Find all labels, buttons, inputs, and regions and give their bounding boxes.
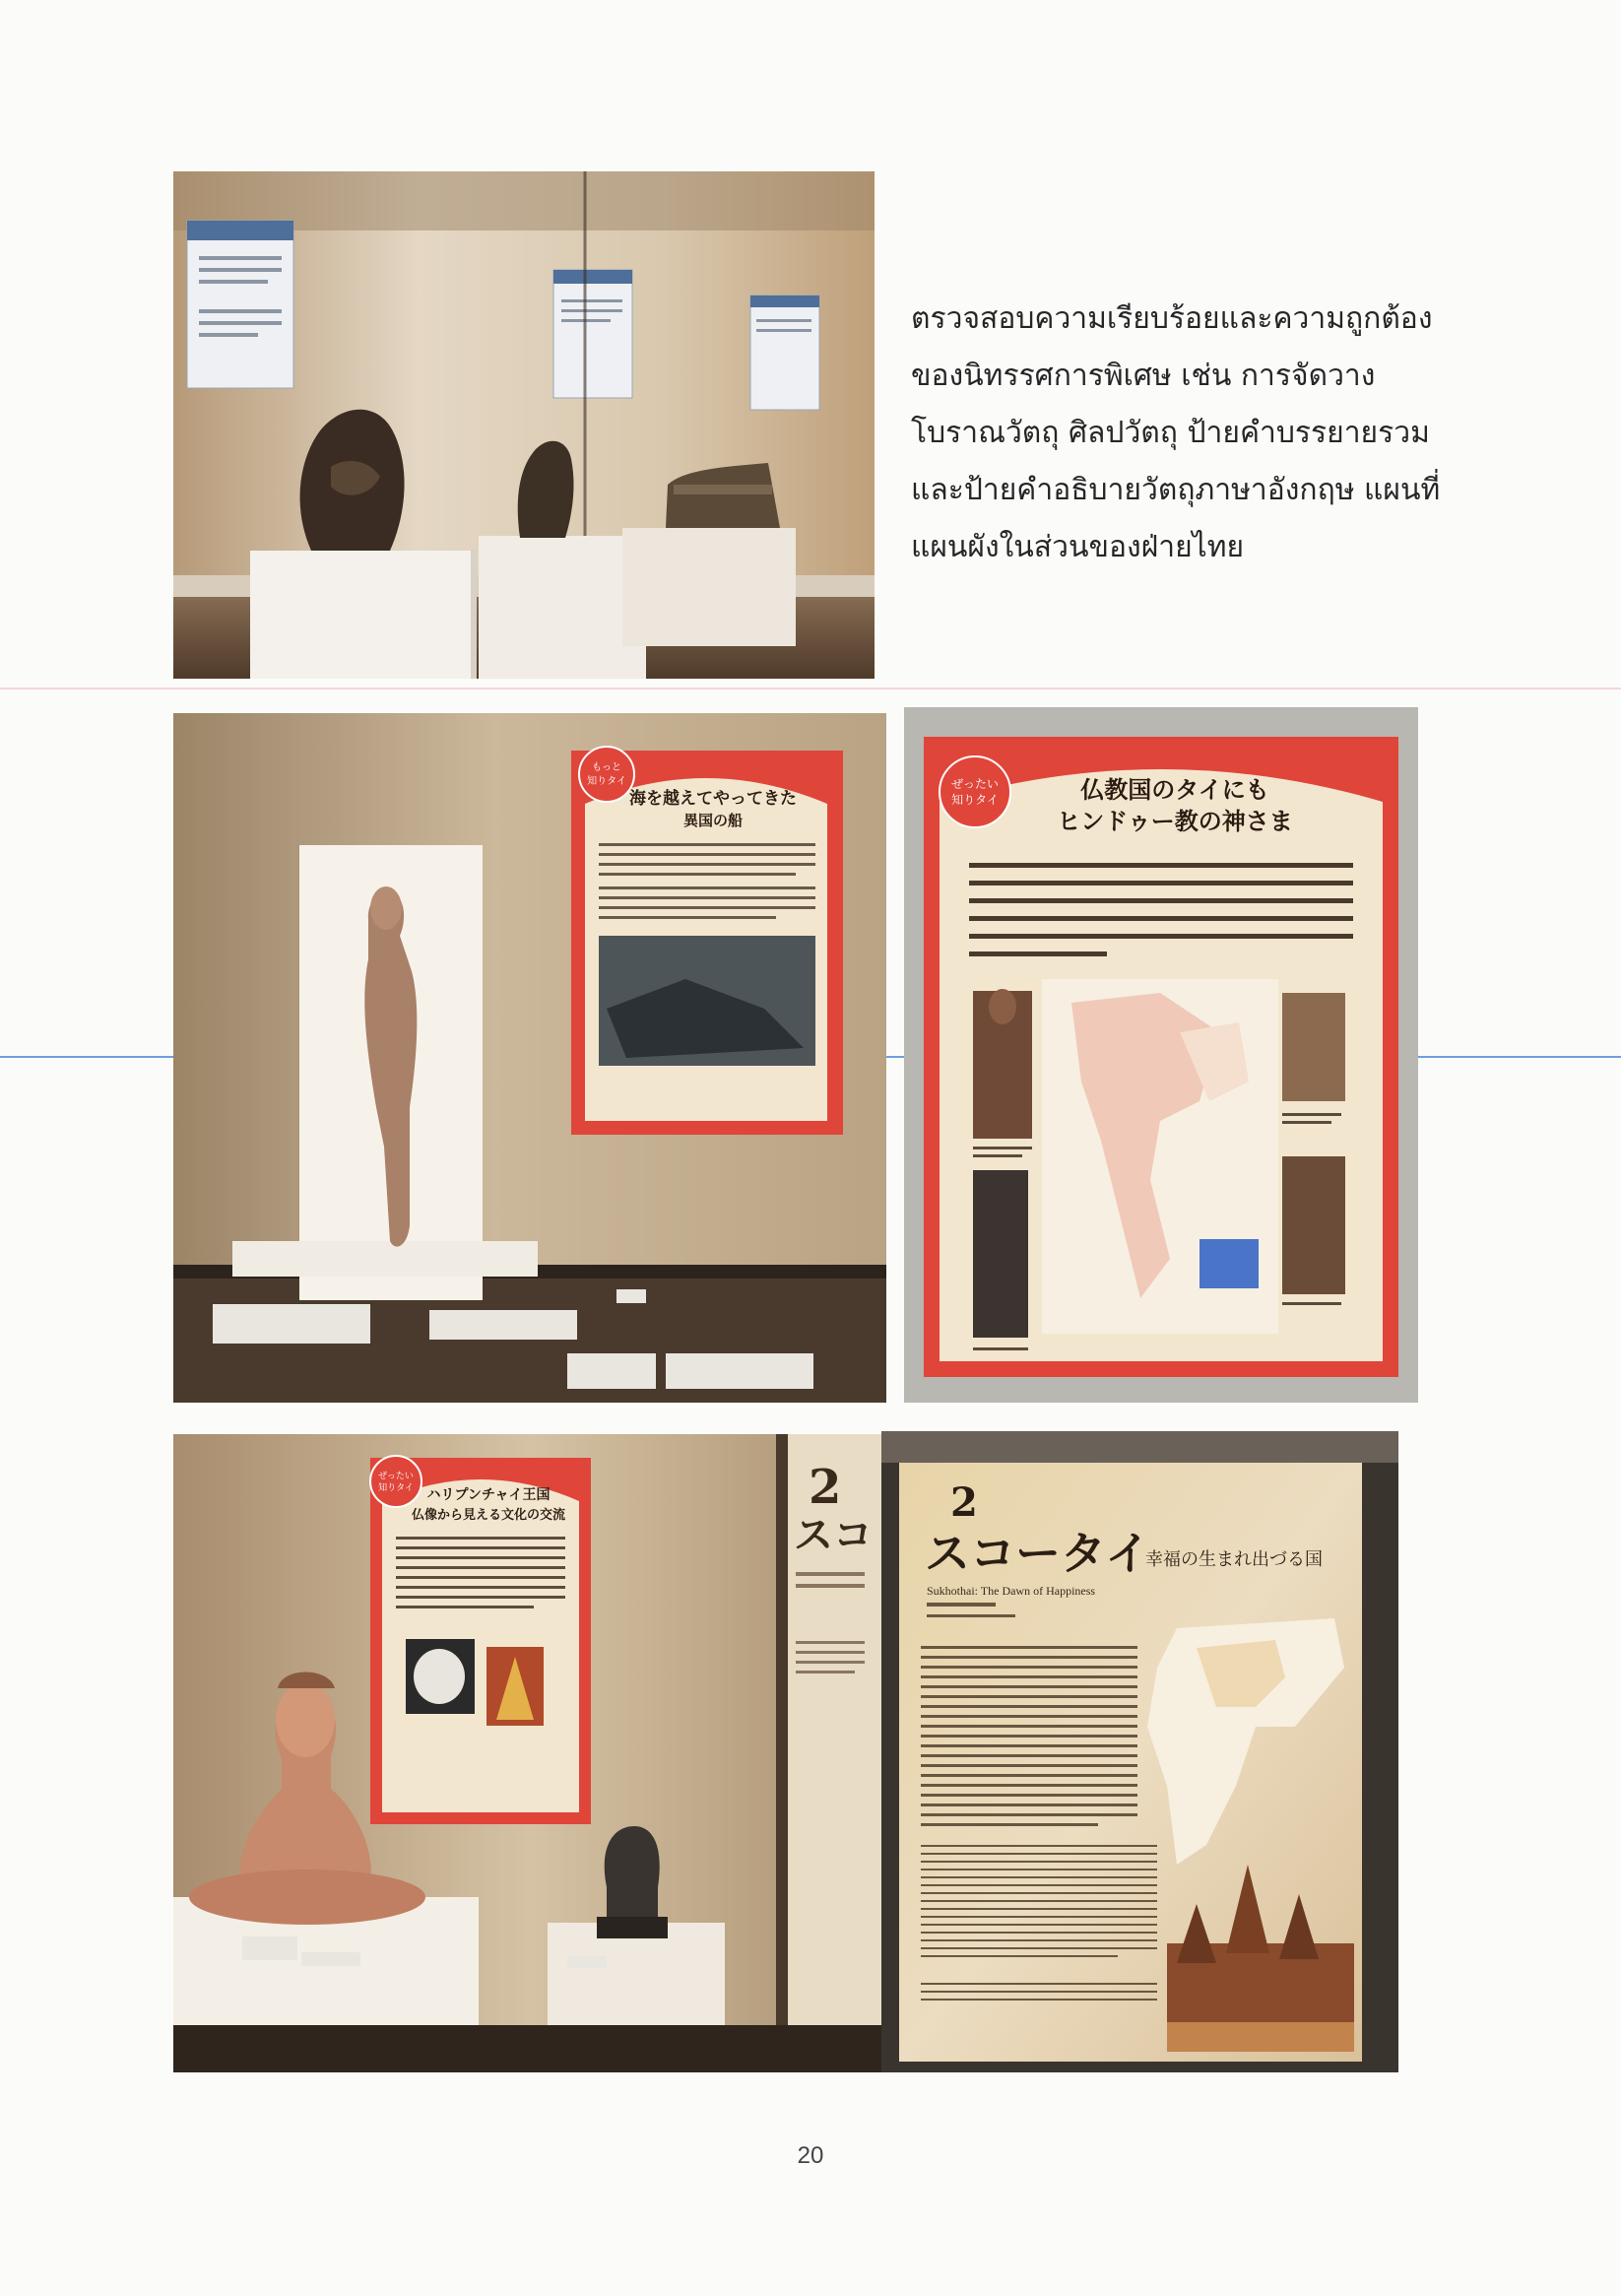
page-number: 20 — [797, 2142, 824, 2169]
poster-title-line-2: 仏像から見える文化の交流 — [411, 1508, 566, 1523]
scan-line-top — [0, 688, 1621, 689]
poster-badge-line-2: 知りタイ — [378, 1483, 414, 1493]
caption-line-2: ของนิทรรศการพิเศษ เช่น การจัดวาง — [911, 359, 1376, 393]
panel-section-number: 2 — [950, 1479, 978, 1526]
poster-badge-line-2: 知りタイ — [587, 776, 626, 787]
poster-title-line-1: ハリプンチャイ王国 — [426, 1487, 551, 1503]
poster-badge-line-1: ぜったい — [951, 777, 999, 791]
panel-title: スコータイ — [925, 1527, 1151, 1580]
poster-title-line-2: 異国の船 — [682, 812, 744, 829]
caption-line-1: ตรวจสอบความเรียบร้อยและความถูกต้อง — [911, 301, 1433, 336]
photo-hindu-gods-poster — [904, 707, 1418, 1403]
report-caption — [911, 291, 1482, 576]
caption-line-3: โบราณวัตถุ ศิลปวัตถุ ป้ายคำบรรยายรวม — [911, 416, 1430, 450]
photo-sukhothai-panel — [881, 1431, 1398, 2072]
photo-standing-statue — [173, 713, 886, 1403]
caption-line-5: แผนผังในส่วนของฝ่ายไทย — [911, 530, 1245, 564]
caption-line-4: และป้ายคำอธิบายวัตถุภาษาอังกฤษ แผนที่ — [911, 473, 1441, 507]
poster-title-line-1: 海を越えてやってきた — [629, 789, 797, 809]
poster-badge-line-1: ぜったい — [378, 1472, 414, 1481]
poster-badge-line-2: 知りタイ — [951, 793, 999, 807]
poster-title-line-2: ヒンドゥー教の神さま — [1057, 807, 1293, 835]
panel-english-title: Sukhothai: The Dawn of Happiness — [927, 1584, 1096, 1598]
poster-title-line-1: 仏教国のタイにも — [1080, 775, 1269, 804]
side-panel-title: スコ — [794, 1512, 873, 1558]
side-panel-number: 2 — [809, 1460, 842, 1515]
photo-seated-buddha — [173, 1434, 884, 2072]
poster-badge-line-1: もっと — [592, 762, 621, 773]
photo-stone-sculptures — [173, 171, 875, 679]
panel-subtitle: 幸福の生まれ出づる国 — [1145, 1549, 1323, 1570]
